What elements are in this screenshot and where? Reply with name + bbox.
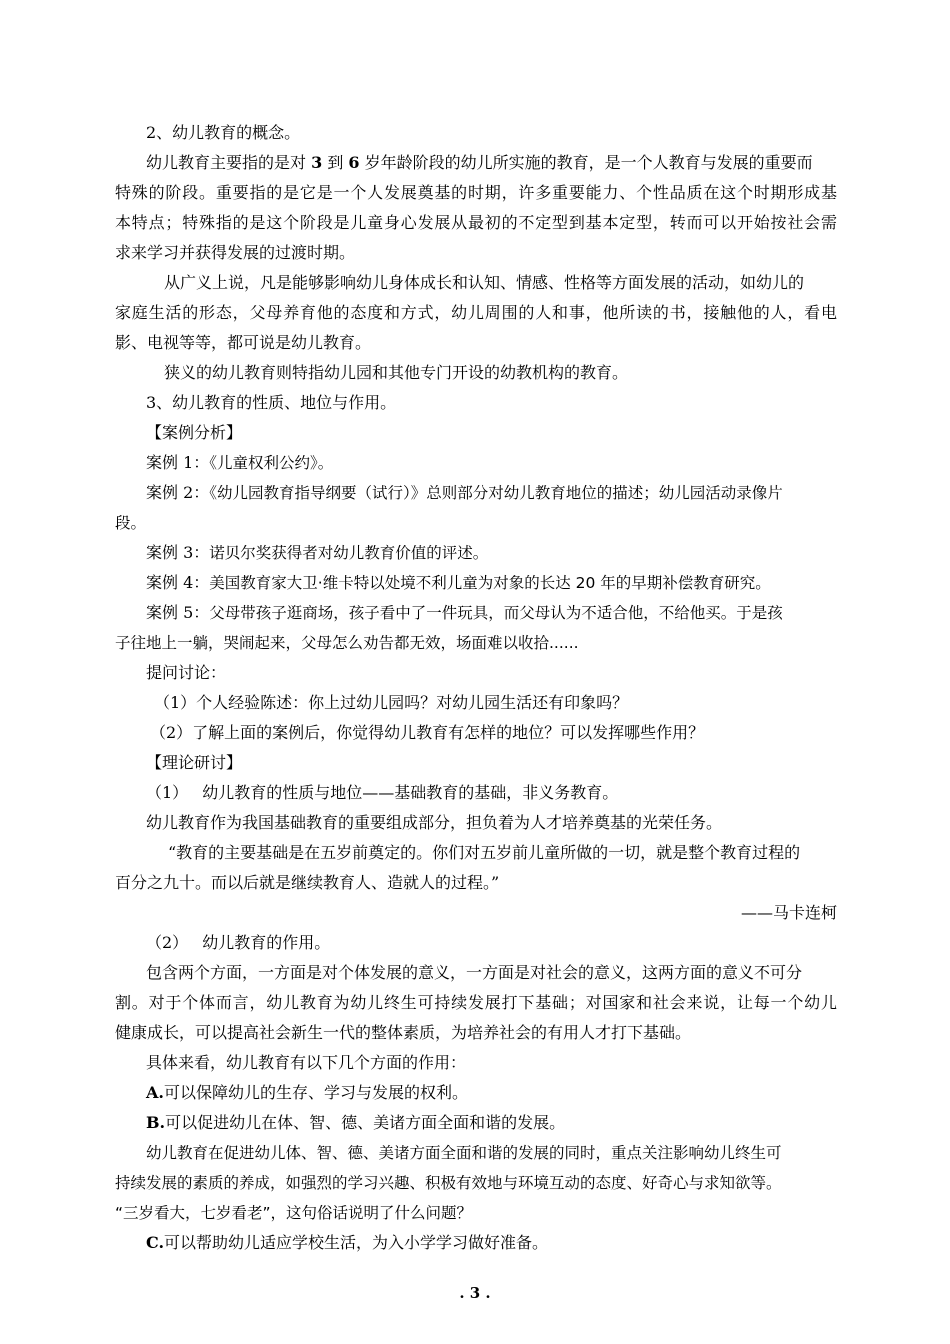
page-number: . 3 . <box>459 1284 491 1302</box>
paragraph-6-line-1: 幼儿教育在促进幼儿体、智、德、美诸方面全面和谐的发展的同时，重点关注影响幼儿终生可 <box>146 1144 782 1162</box>
paragraph-2-line-1: 从广义上说，凡是能够影响幼儿身体成长和认知、情感、性格等方面发展的活动，如幼儿的 <box>164 273 805 292</box>
theory-2-title: （2） 幼儿教育的作用。 <box>146 933 331 952</box>
discussion-heading: 提问讨论： <box>146 663 227 682</box>
question-1: （1）个人经验陈述：你上过幼儿园吗？对幼儿园生活还有印象吗？ <box>154 693 629 712</box>
quote-line-1: “教育的主要基础是在五岁前奠定的。你们对五岁前儿童所做的一切，就是整个教育过程的 <box>168 843 801 862</box>
item-a: A.可以保障幼儿的生存、学习与发展的权利。 <box>146 1083 468 1102</box>
paragraph-2-line-3: 影、电视等等，都可说是幼儿教育。 <box>115 333 372 352</box>
case-analysis-heading: 【案例分析】 <box>146 423 243 442</box>
section-3-heading: 3、幼儿教育的性质、地位与作用。 <box>146 393 397 412</box>
theory-1-title: （1） 幼儿教育的性质与地位——基础教育的基础，非义务教育。 <box>146 783 619 802</box>
paragraph-4-line-3: 健康成长，可以提高社会新生一代的整体素质，为培养社会的有用人才打下基础。 <box>115 1023 692 1042</box>
paragraph-1-line-2: 特殊的阶段。重要指的是它是一个人发展奠基的时期，许多重要能力、个性品质在这个时期形成基 <box>115 183 837 202</box>
paragraph-5: 具体来看，幼儿教育有以下几个方面的作用： <box>146 1053 467 1072</box>
quote-line-2: 百分之九十。而以后就是继续教育人、造就人的过程。” <box>115 873 500 892</box>
case-5-line-1: 案例 5：父母带孩子逛商场，孩子看中了一件玩具，而父母认为不适合他，不给他买。于是孩 <box>146 603 783 622</box>
paragraph-6-line-3: “三岁看大，七岁看老”，这句俗话说明了什么问题？ <box>115 1204 473 1222</box>
item-b: B.可以促进幼儿在体、智、德、美诸方面全面和谐的发展。 <box>146 1113 566 1132</box>
case-2-line-2: 段。 <box>115 514 147 532</box>
quote-author: ——马卡连柯 <box>740 903 837 922</box>
case-1: 案例 1：《儿童权利公约》。 <box>146 453 334 472</box>
paragraph-4-line-2: 割。对于个体而言，幼儿教育为幼儿终生可持续发展打下基础；对国家和社会来说，让每一个幼儿 <box>115 993 837 1012</box>
question-2: （2）了解上面的案例后，你觉得幼儿教育有怎样的地位？可以发挥哪些作用？ <box>150 723 705 742</box>
case-3: 案例 3：诺贝尔奖获得者对幼儿教育价值的评述。 <box>146 543 489 562</box>
theory-1-paragraph: 幼儿教育作为我国基础教育的重要组成部分，担负着为人才培养奠基的光荣任务。 <box>146 813 723 832</box>
case-2-line-1: 案例 2：《幼儿园教育指导纲要（试行）》总则部分对幼儿教育地位的描述；幼儿园活动录像片 <box>146 483 783 502</box>
section-2-heading: 2、幼儿教育的概念。 <box>146 123 301 142</box>
item-c: C.可以帮助幼儿适应学校生活，为入小学学习做好准备。 <box>146 1233 549 1252</box>
paragraph-1-line-3: 本特点；特殊指的是这个阶段是儿童身心发展从最初的不定型到基本定型，转而可以开始按社会需 <box>115 213 837 232</box>
case-5-line-2: 子往地上一躺，哭闹起来，父母怎么劝告都无效，场面难以收拾...... <box>115 634 579 652</box>
paragraph-1-line-1: 幼儿教育主要指的是对 3 到 6 岁年龄阶段的幼儿所实施的教育，是一个人教育与发展的重要而 <box>146 153 813 172</box>
paragraph-3: 狭义的幼儿教育则特指幼儿园和其他专门开设的幼教机构的教育。 <box>164 363 629 382</box>
paragraph-2-line-2: 家庭生活的形态，父母养育他的态度和方式，幼儿周围的人和事，他所读的书，接触他的人，看电 <box>115 303 837 322</box>
paragraph-4-line-1: 包含两个方面，一方面是对个体发展的意义，一方面是对社会的意义，这两方面的意义不可分 <box>146 963 803 982</box>
case-4: 案例 4：美国教育家大卫·维卡特以处境不利儿童为对象的长达 20 年的早期补偿教育研究。 <box>146 573 771 592</box>
paragraph-1-line-4: 求来学习并获得发展的过渡时期。 <box>115 243 356 262</box>
paragraph-6-line-2: 持续发展的素质的养成，如强烈的学习兴趣、积极有效地与环境互动的态度、好奇心与求知欲等。 <box>115 1174 782 1192</box>
theory-heading: 【理论研讨】 <box>146 753 243 772</box>
